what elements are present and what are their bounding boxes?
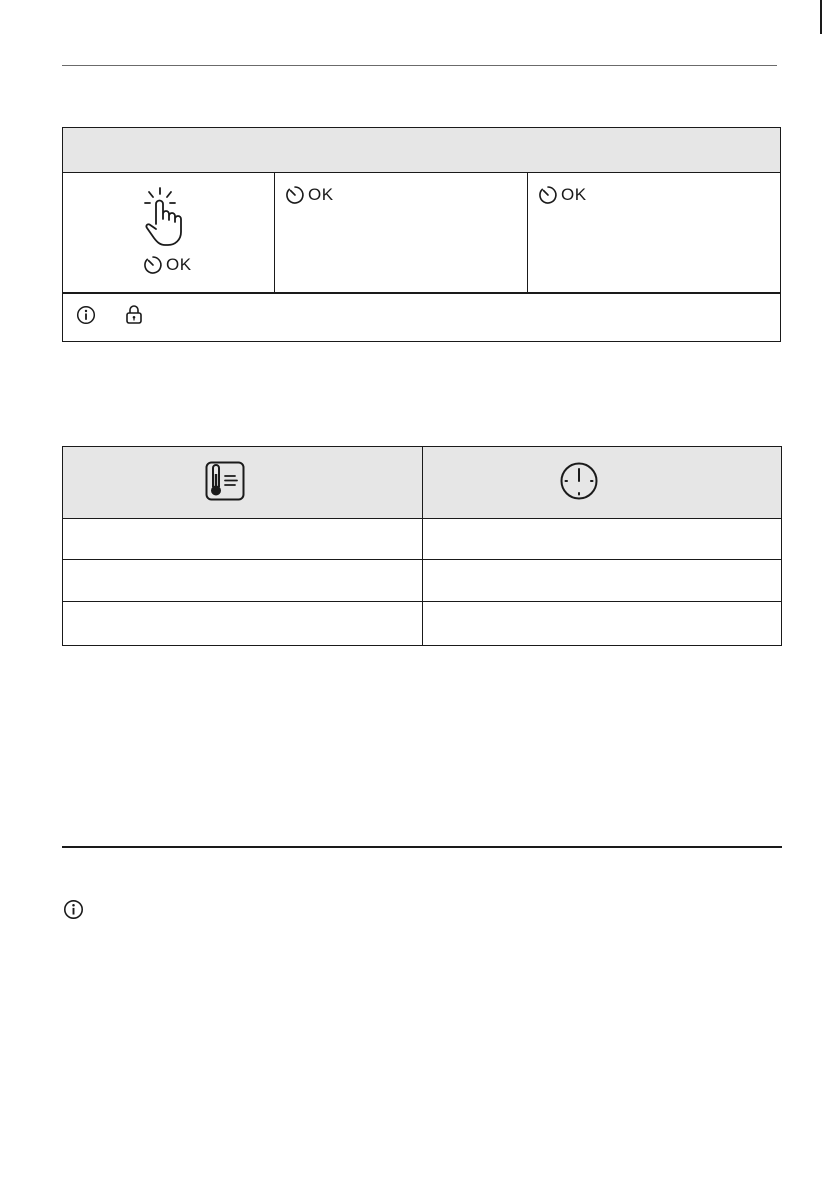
table-row [63, 602, 781, 644]
ok-label: OK [166, 255, 192, 274]
timer-icon [285, 185, 305, 205]
table-cell [63, 518, 422, 559]
timer-table-row [63, 172, 780, 294]
timer-table [62, 127, 781, 342]
section-rule [62, 846, 782, 848]
food-sensor-icon [205, 461, 245, 501]
timer-ok-group-3 [538, 185, 587, 205]
lock-icon [125, 304, 143, 325]
timer-table-cell-1 [63, 172, 275, 292]
ok-label: OK [308, 185, 334, 204]
info-icon [76, 305, 96, 325]
timer-table-cell-2 [275, 172, 528, 292]
timer-ok-group-2 [285, 185, 334, 205]
table-cell [63, 602, 422, 644]
timer-table-footer [63, 292, 780, 341]
timer-table-cell-3 [528, 172, 780, 292]
ok-label: OK [561, 185, 587, 204]
timer-icon [143, 255, 163, 275]
table-row [63, 518, 781, 560]
table-row [63, 560, 781, 602]
clock-icon [559, 461, 599, 501]
probe-table [62, 446, 782, 646]
page-edge-mark [820, 0, 822, 34]
timer-table-header [63, 128, 780, 173]
table-cell [423, 560, 781, 601]
table-cell [423, 602, 781, 644]
touch-hand-icon [135, 186, 187, 248]
header-rule [62, 65, 777, 66]
timer-icon [538, 185, 558, 205]
table-cell [63, 560, 422, 601]
info-icon [63, 899, 84, 920]
timer-ok-group-1 [143, 255, 192, 275]
table-cell [423, 518, 781, 559]
